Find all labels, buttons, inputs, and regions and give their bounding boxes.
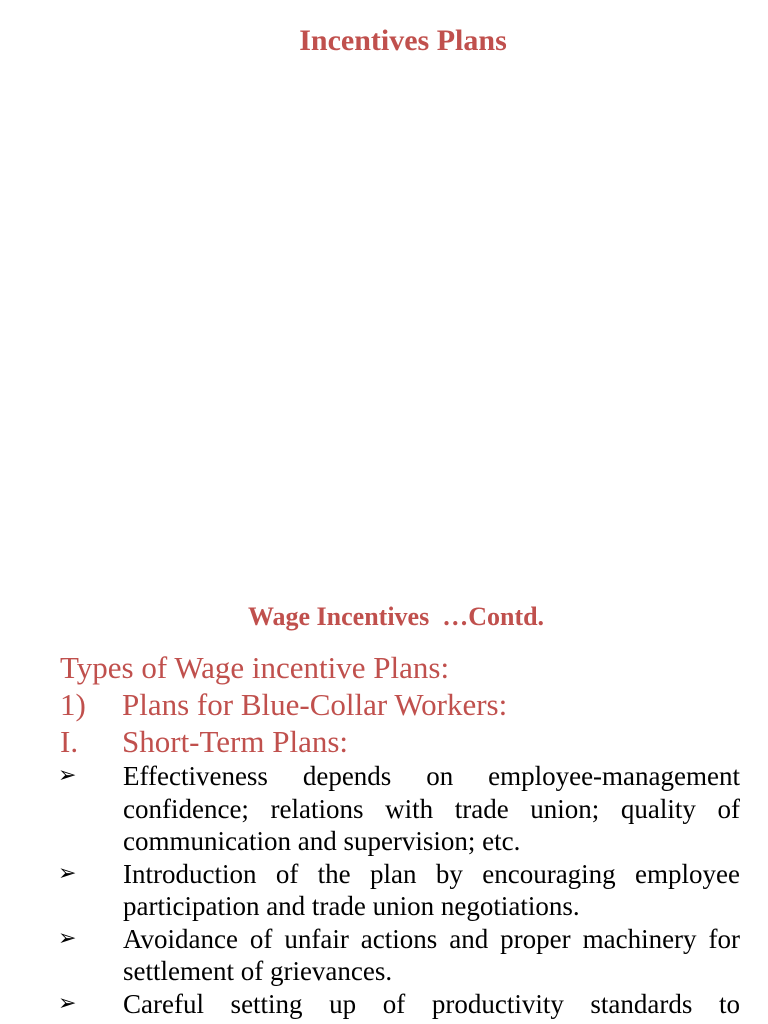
arrow-bullet-icon: ➢ <box>58 990 77 1016</box>
bullet-text: Careful setting up of productivity standards to <box>123 988 740 1019</box>
level2-text: Short-Term Plans: <box>122 724 349 759</box>
bullet-text: Avoidance of unfair actions and proper machinery for settlement of grievances. <box>123 923 740 986</box>
level1-marker: 1) <box>60 687 86 722</box>
level2-item <box>60 724 348 760</box>
arrow-bullet-icon: ➢ <box>58 925 77 951</box>
page-title: Incentives Plans <box>299 24 507 57</box>
bullet-list <box>0 760 768 1020</box>
arrow-bullet-icon: ➢ <box>58 763 77 788</box>
list-item <box>0 988 768 1021</box>
level2-marker: I. <box>60 724 79 759</box>
types-heading: Types of Wage incentive Plans: <box>60 650 450 685</box>
list-item <box>0 858 768 923</box>
level1-text: Plans for Blue-Collar Workers: <box>122 687 508 722</box>
list-item <box>0 760 768 858</box>
bullet-text: Effectiveness depends on employee-management confidence; relations with trade union; quality of communication and supervision; etc. <box>123 761 740 856</box>
level1-item <box>60 687 507 723</box>
section-heading: Wage Incentives …Contd. <box>247 602 545 631</box>
list-item <box>0 923 768 988</box>
arrow-bullet-icon: ➢ <box>58 860 77 886</box>
bullet-text: Introduction of the plan by encouraging employee participation and trade union negotiations. <box>123 858 740 921</box>
